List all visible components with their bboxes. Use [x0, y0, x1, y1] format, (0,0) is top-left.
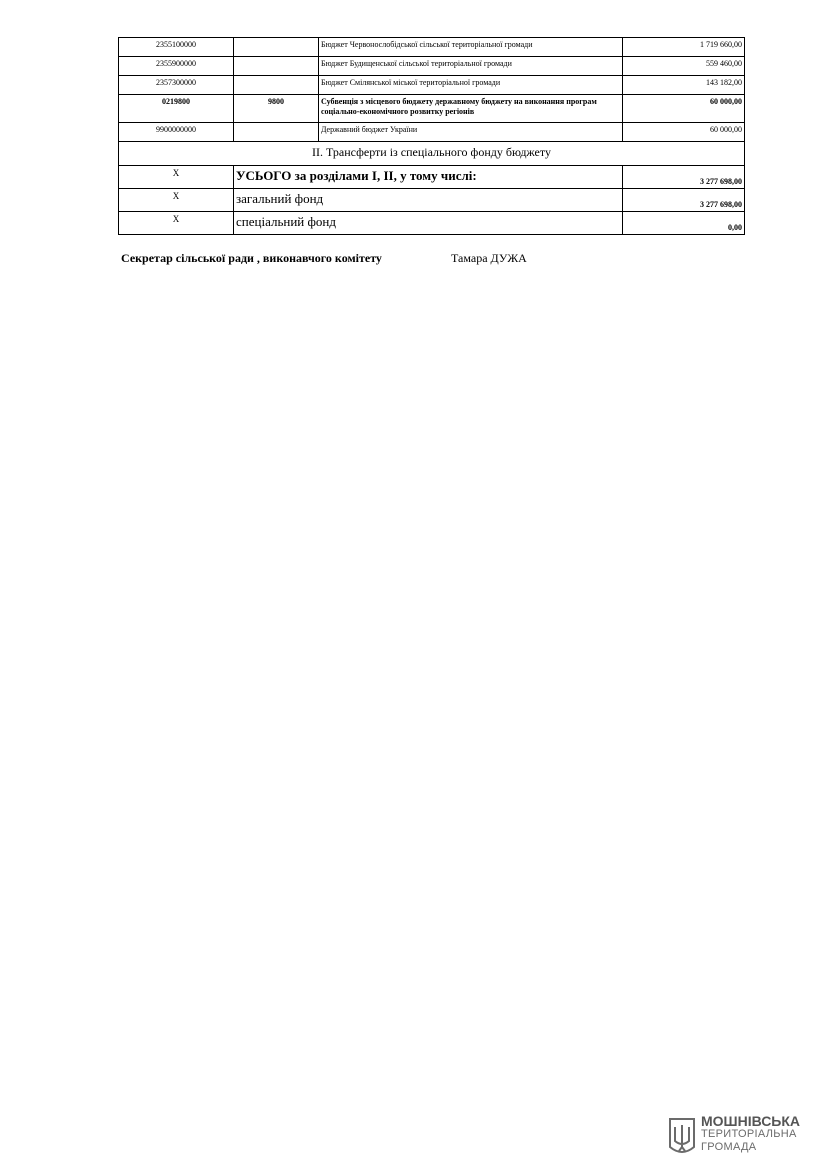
program-cell: [234, 38, 319, 57]
total-sum: 0,00: [623, 212, 745, 235]
name-cell: Бюджет Будищенської сільської територіальної громади: [319, 57, 623, 76]
logo-text: [701, 1115, 800, 1154]
sum-cell: 60 000,00: [623, 95, 745, 123]
total-label: загальний фонд: [234, 189, 623, 212]
logo-line-3: ГРОМАДА: [701, 1141, 757, 1153]
total-row: [119, 189, 745, 212]
signature-name: Тамара ДУЖА: [451, 251, 527, 265]
total-sum: 3 277 698,00: [623, 189, 745, 212]
sum-cell: 559 460,00: [623, 57, 745, 76]
total-label: спеціальний фонд: [234, 212, 623, 235]
name-cell: Субвенція з місцевого бюджету державному бюджету на виконання програм соціально-економічного розвитку регіонів: [319, 95, 623, 123]
sum-cell: 60 000,00: [623, 123, 745, 142]
total-sum: 3 277 698,00: [623, 166, 745, 189]
program-cell: 9800: [234, 95, 319, 123]
mark-cell: X: [119, 166, 234, 189]
section-title: II. Трансферти із спеціального фонду бюджету: [119, 142, 745, 166]
program-cell: [234, 76, 319, 95]
signature-title: Секретар сільської ради , виконавчого комітету: [121, 251, 382, 265]
total-label: УСЬОГО за розділами І, ІІ, у тому числі:: [234, 166, 623, 189]
table-row: [119, 38, 745, 57]
code-cell: 9900000000: [119, 123, 234, 142]
table-row: [119, 123, 745, 142]
table-row: [119, 76, 745, 95]
name-cell: Бюджет Смілянської міської територіальної громади: [319, 76, 623, 95]
total-row: [119, 212, 745, 235]
table-row: [119, 95, 745, 123]
sum-cell: 1 719 660,00: [623, 38, 745, 57]
name-cell: Державний бюджет України: [319, 123, 623, 142]
code-cell: 2355900000: [119, 57, 234, 76]
program-cell: [234, 123, 319, 142]
code-cell: 2355100000: [119, 38, 234, 57]
table-row: [119, 57, 745, 76]
code-cell: 2357300000: [119, 76, 234, 95]
mark-cell: X: [119, 212, 234, 235]
name-cell: Бюджет Червонослобідської сільської територіальної громади: [319, 38, 623, 57]
code-cell: 0219800: [119, 95, 234, 123]
total-row: [119, 166, 745, 189]
program-cell: [234, 57, 319, 76]
logo-line-1: МОШНІВСЬКА: [701, 1113, 801, 1129]
trident-icon: [667, 1117, 697, 1157]
section-row: [119, 142, 745, 166]
mark-cell: X: [119, 189, 234, 212]
community-logo: [667, 1115, 812, 1160]
sum-cell: 143 182,00: [623, 76, 745, 95]
logo-line-2: ТЕРИТОРІАЛЬНА: [701, 1128, 797, 1140]
transfers-table: [118, 37, 745, 235]
